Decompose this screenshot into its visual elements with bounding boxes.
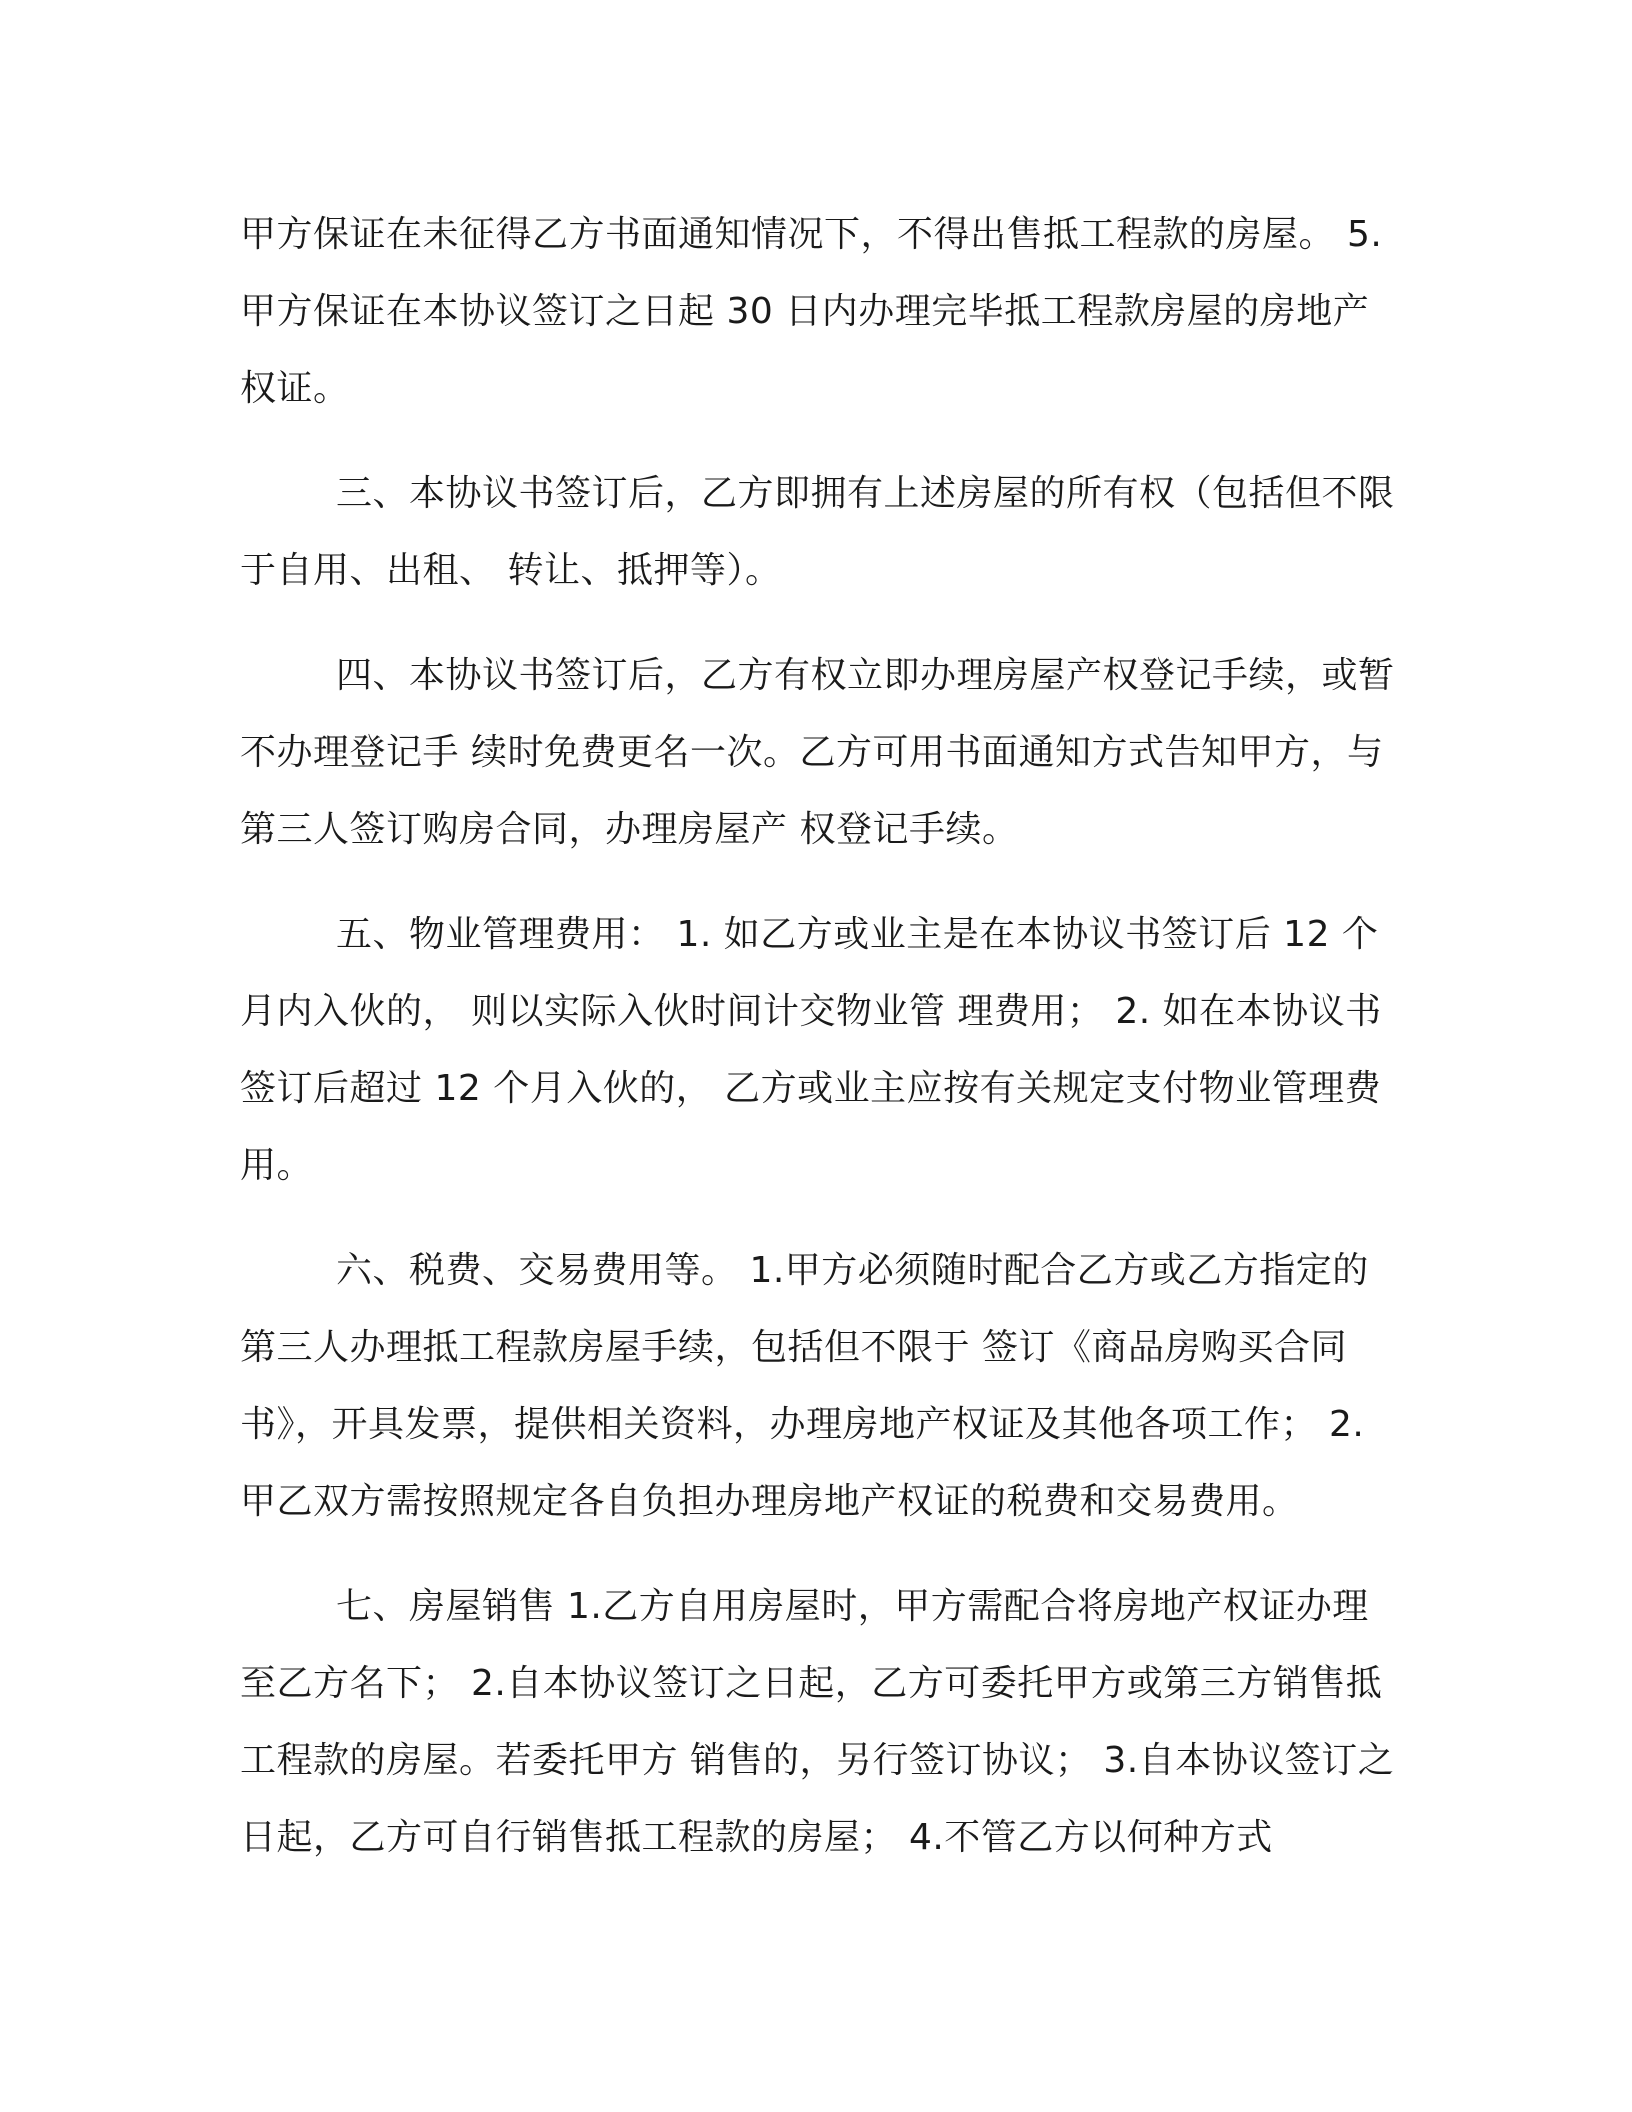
paragraph-guarantee: 甲方保证在未征得乙方书面通知情况下，不得出售抵工程款的房屋。 5. 甲方保证在本协议签订之日起 30 日内办理完毕抵工程款房屋的房地产权证。 [240, 214, 1383, 409]
paragraph-section-7-sales: 七、房屋销售 1.乙方自用房屋时，甲方需配合将房地产权证办理至乙方名下； 2.自本协议签订之日起，乙方可委托甲方或第三方销售抵工程款的房屋。若委托甲方 销售的，另行签订协议； 3.自本协议签订之日起，乙方可自行销售抵工程款的房屋； 4.不管乙方以何种方式 [240, 1586, 1395, 1858]
paragraph-section-3-ownership: 三、本协议书签订后，乙方即拥有上述房屋的所有权（包括但不限于自用、出租、 转让、抵押等）。 [240, 473, 1395, 591]
paragraph-section-4-registration: 四、本协议书签订后，乙方有权立即办理房屋产权登记手续，或暂不办理登记手 续时免费更名一次。乙方可用书面通知方式告知甲方，与第三人签订购房合同，办理房屋产 权登记手续。 [240, 655, 1395, 850]
document-body [240, 196, 1400, 1904]
paragraph-section-5-property-fees: 五、物业管理费用： 1. 如乙方或业主是在本协议书签订后 12 个月内入伙的， 则以实际入伙时间计交物业管 理费用； 2. 如在本协议书签订后超过 12 个月入伙的， 乙方或业主应按有关规定支付物业管理费用。 [240, 914, 1382, 1186]
paragraph-section-6-taxes: 六、税费、交易费用等。 1.甲方必须随时配合乙方或乙方指定的第三人办理抵工程款房屋手续，包括但不限于 签订《商品房购买合同书》，开具发票，提供相关资料，办理房地产权证及其他各项工作； 2. 甲乙双方需按照规定各自负担办理房地产权证的税费和交易费用。 [240, 1250, 1369, 1522]
